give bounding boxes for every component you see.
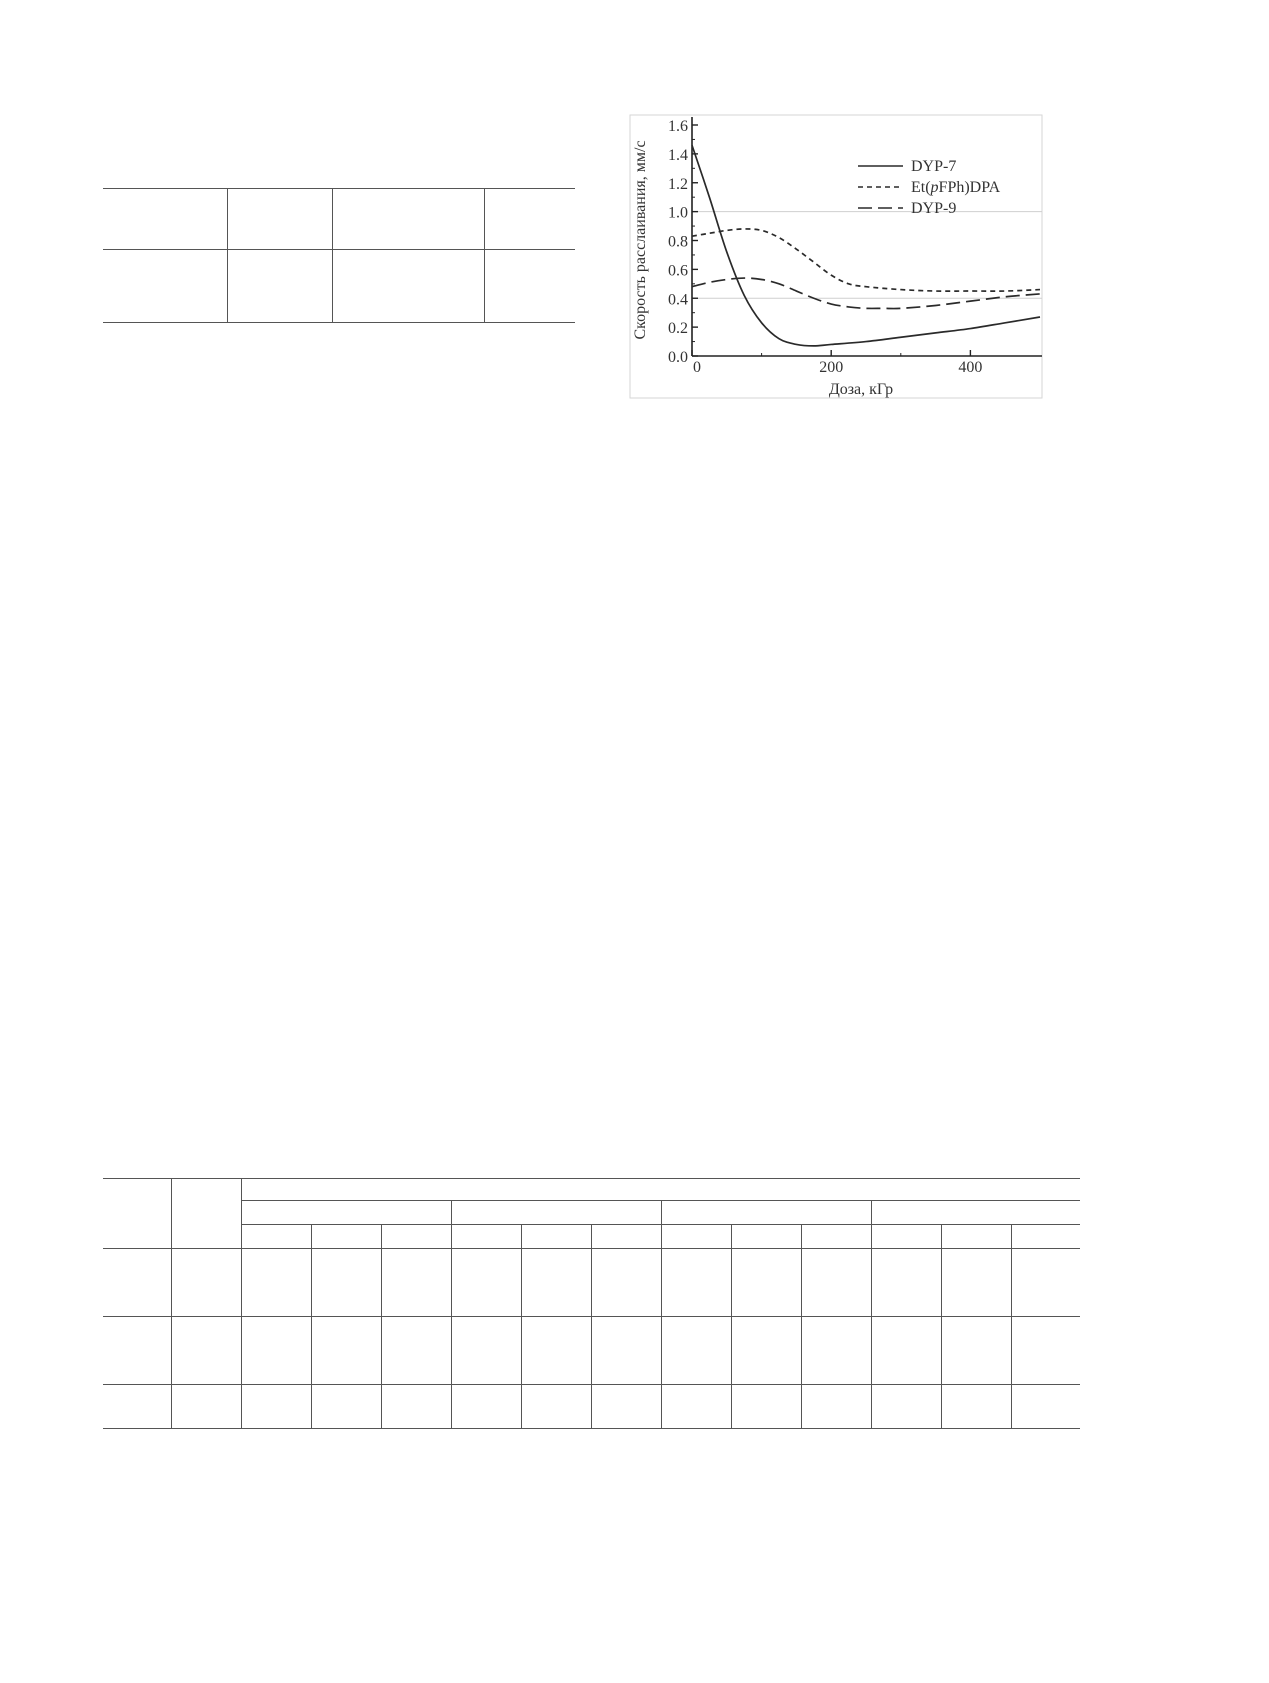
table-column-divider bbox=[661, 1200, 662, 1428]
series-dyp7-line bbox=[692, 145, 1040, 346]
table-column-divider bbox=[1011, 1224, 1012, 1428]
table-rule bbox=[103, 1428, 1080, 1429]
table-column-divider bbox=[381, 1224, 382, 1428]
series bbox=[692, 145, 1040, 346]
y-tick-label: 0.2 bbox=[668, 320, 688, 338]
table-rule bbox=[103, 1178, 1080, 1179]
legend-label-etpfph-italic: p bbox=[930, 179, 939, 196]
table-column-divider bbox=[591, 1224, 592, 1428]
x-tick-label: 200 bbox=[819, 359, 844, 376]
legend-label-etpfph bbox=[911, 179, 1001, 196]
table-column-divider bbox=[731, 1224, 732, 1428]
series-etpfphdpa-line bbox=[692, 229, 1040, 291]
grid bbox=[692, 212, 1042, 299]
legend-label-etpfph-suffix: FPh)DPA bbox=[938, 179, 1001, 196]
x-axis-label: Доза, кГр bbox=[828, 381, 894, 398]
x-tick-label: 0 bbox=[693, 359, 701, 376]
legend-label-dyp9: DYP-9 bbox=[911, 200, 957, 217]
legend-label-dyp7: DYP-7 bbox=[911, 158, 957, 175]
y-tick-label: 0.4 bbox=[668, 291, 688, 309]
y-tick-label: 0.6 bbox=[668, 262, 688, 280]
y-tick-label: 1.2 bbox=[668, 175, 688, 193]
table-column-divider bbox=[941, 1224, 942, 1428]
table-column-divider bbox=[801, 1224, 802, 1428]
table-column-divider bbox=[171, 1178, 172, 1428]
y-tick-label: 1.4 bbox=[668, 146, 688, 164]
table-column-divider bbox=[521, 1224, 522, 1428]
y-tick-label: 0.0 bbox=[668, 349, 688, 366]
y-tick-label: 0.8 bbox=[668, 233, 688, 251]
y-axis-label: Скорость расслаивания, мм/с bbox=[632, 140, 649, 340]
series-dyp9-line bbox=[692, 278, 1040, 309]
legend bbox=[858, 158, 1001, 217]
table-column-divider bbox=[451, 1200, 452, 1428]
dose-chart bbox=[0, 0, 1269, 460]
table-column-divider bbox=[311, 1224, 312, 1428]
legend-label-etpfph-prefix: Et( bbox=[911, 179, 931, 196]
table-column-divider bbox=[871, 1200, 872, 1428]
y-tick-label: 1.6 bbox=[668, 118, 688, 135]
x-tick-label: 400 bbox=[958, 359, 983, 376]
y-tick-label: 1.0 bbox=[668, 204, 688, 222]
table-column-divider bbox=[241, 1178, 242, 1428]
